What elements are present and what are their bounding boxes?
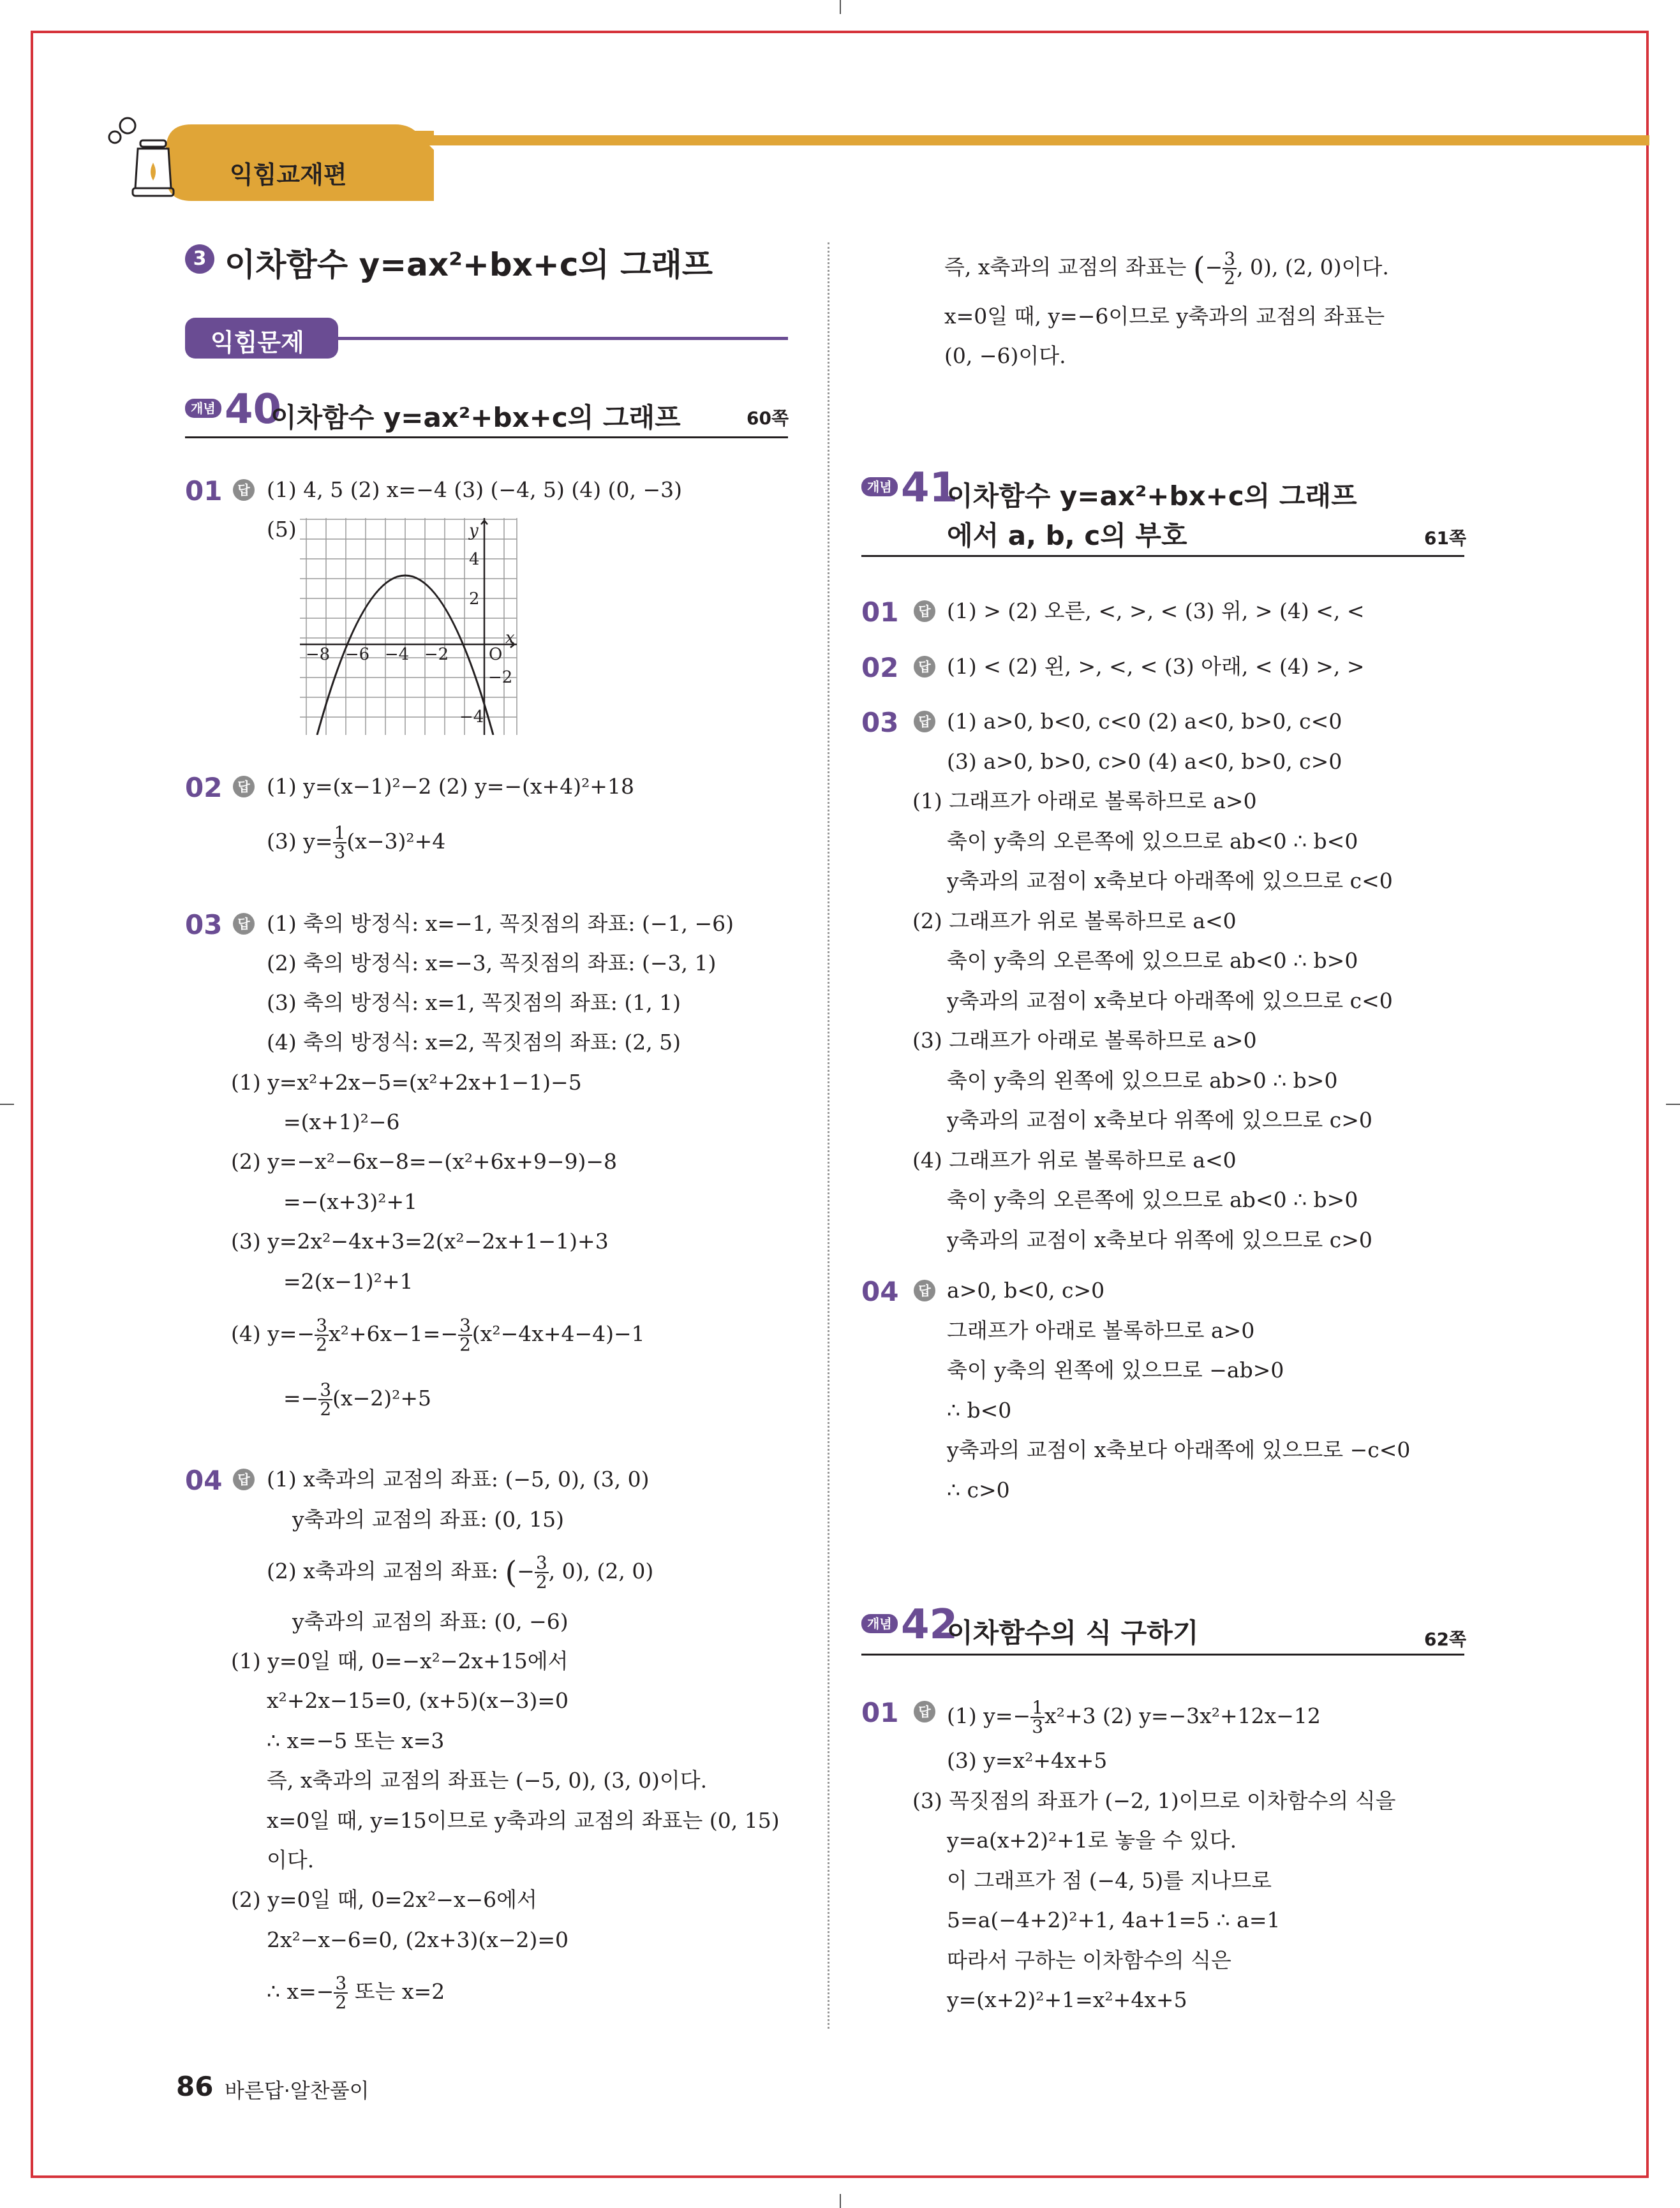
answer-icon: 답 bbox=[914, 711, 935, 732]
y-axis-label: y bbox=[469, 521, 479, 540]
answer-part: , 0) bbox=[548, 1559, 584, 1583]
concept-page-ref: 60쪽 bbox=[747, 408, 789, 429]
answer-text: (3) 축의 방정식: x=1, 꼭짓점의 좌표: (1, 1) bbox=[267, 990, 681, 1015]
answer-text: (1) < (2) 왼, >, <, < (3) 아래, < (4) >, > bbox=[947, 654, 1365, 679]
answer-icon: 답 bbox=[914, 1280, 935, 1301]
question-number: 03 bbox=[861, 707, 899, 738]
solution-line: (1) 그래프가 아래로 볼록하므로 a>0 bbox=[912, 789, 1257, 813]
concept-title: 에서 a, b, c의 부호 bbox=[947, 520, 1187, 551]
fraction: $\frac{3}{2}$ bbox=[316, 1315, 328, 1355]
answer-icon: 답 bbox=[233, 1469, 255, 1490]
origin-label: O bbox=[489, 645, 503, 664]
concept-title: 이차함수 y=ax²+bx+c의 그래프 bbox=[271, 402, 681, 433]
solution-line: 이다. bbox=[267, 1848, 315, 1872]
solution-line: 즉, x축과의 교점의 좌표는 (− $\frac{3}{2}$ , 0), (2, 0)이다. bbox=[944, 248, 1389, 288]
question-number: 03 bbox=[185, 909, 223, 940]
fraction: $\frac{3}{2}$ bbox=[335, 1973, 347, 2013]
fraction: $\frac{1}{3}$ bbox=[1032, 1697, 1044, 1737]
header-band-label: 익힘교재편 bbox=[230, 161, 347, 189]
question-number: 01 bbox=[861, 1697, 899, 1728]
graph-label: (5) bbox=[267, 517, 297, 542]
solution-line: x=0일 때, y=−6이므로 y축과의 교점의 좌표는 bbox=[944, 304, 1385, 329]
solution-line: (0, −6)이다. bbox=[944, 343, 1066, 368]
fraction: $\frac{1}{3}$ bbox=[334, 822, 346, 863]
section-number: 3 bbox=[193, 248, 207, 270]
concept-title: 이차함수의 식 구하기 bbox=[947, 1617, 1199, 1649]
answer-text: (1) 축의 방정식: x=−1, 꼭짓점의 좌표: (−1, −6) bbox=[267, 911, 734, 936]
question-number: 04 bbox=[185, 1465, 223, 1496]
fraction: $\frac{3}{2}$ bbox=[320, 1379, 332, 1419]
parabola-graph bbox=[300, 518, 522, 735]
answer-text: (1) y=(x−1)²−2 (2) y=−(x+4)²+18 bbox=[267, 774, 634, 799]
section-number-badge bbox=[185, 244, 214, 274]
answer-text: (3) y=x²+4x+5 bbox=[947, 1748, 1108, 1773]
fraction: $\frac{3}{2}$ bbox=[459, 1315, 471, 1355]
concept-number: 41 bbox=[901, 464, 958, 512]
solution-part: =− bbox=[283, 1386, 319, 1411]
answer-icon: 답 bbox=[914, 1701, 935, 1723]
answer-part: , (2, 0) bbox=[583, 1559, 654, 1583]
answer-text: (1) > (2) 오른, <, >, < (3) 위, > (4) <, < bbox=[947, 598, 1365, 623]
solution-line: =−(x+3)²+1 bbox=[283, 1189, 418, 1214]
solution-line: x=0일 때, y=15이므로 y축과의 교점의 좌표는 (0, 15) bbox=[267, 1808, 780, 1833]
solution-part: ∴ x=− bbox=[267, 1979, 334, 2004]
solution-line: y축과의 교점이 x축보다 위쪽에 있으므로 c>0 bbox=[947, 1108, 1372, 1132]
solution-line: 이 그래프가 점 (−4, 5)를 지나므로 bbox=[947, 1868, 1272, 1893]
lamp-icon bbox=[133, 140, 174, 196]
concept-page-ref: 61쪽 bbox=[1424, 528, 1467, 549]
question-number: 01 bbox=[185, 475, 223, 507]
solution-line: 그래프가 아래로 볼록하므로 a>0 bbox=[947, 1318, 1255, 1343]
header-band bbox=[408, 135, 1649, 145]
solution-line: y축과의 교점이 x축보다 아래쪽에 있으므로 c<0 bbox=[947, 988, 1393, 1013]
tick-x: −6 bbox=[345, 645, 370, 664]
solution-line: 2x²−x−6=0, (2x+3)(x−2)=0 bbox=[267, 1927, 569, 1952]
answer-text: a>0, b<0, c>0 bbox=[947, 1278, 1105, 1303]
question-number: 02 bbox=[861, 652, 899, 683]
tick-y: 2 bbox=[469, 589, 480, 609]
answer-text bbox=[267, 824, 445, 861]
answer-text: (1) 4, 5 (2) x=−4 (3) (−4, 5) (4) (0, −3) bbox=[267, 477, 683, 502]
solution-line: 축이 y축의 오른쪽에 있으므로 ab<0 ∴ b>0 bbox=[947, 1187, 1358, 1212]
crop-mark bbox=[0, 1104, 14, 1105]
tick-y: −2 bbox=[488, 668, 513, 687]
tick-y: 4 bbox=[469, 550, 480, 569]
question-number: 04 bbox=[861, 1276, 899, 1307]
answer-text: (2) 축의 방정식: x=−3, 꼭짓점의 좌표: (−3, 1) bbox=[267, 951, 717, 975]
answer-part: x²+3 (2) y=−3x²+12x−12 bbox=[1044, 1703, 1321, 1728]
answer-part: (1) y=− bbox=[947, 1703, 1031, 1728]
concept-badge: 개념 bbox=[861, 1614, 898, 1633]
solution-line: 따라서 구하는 이차함수의 식은 bbox=[947, 1948, 1231, 1973]
crop-mark bbox=[840, 2194, 841, 2208]
concept-underline bbox=[185, 436, 788, 438]
concept-badge: 개념 bbox=[185, 399, 221, 418]
solution-line: 축이 y축의 왼쪽에 있으므로 ab>0 ∴ b>0 bbox=[947, 1068, 1338, 1093]
tick-x: −8 bbox=[305, 645, 331, 664]
concept-number: 40 bbox=[225, 386, 282, 433]
concept-number: 42 bbox=[901, 1601, 958, 1649]
answer-text: y축과의 교점의 좌표: (0, 15) bbox=[292, 1507, 564, 1532]
solution-line bbox=[231, 1317, 645, 1354]
fraction: $\frac{3}{2}$ bbox=[535, 1552, 547, 1592]
question-number: 02 bbox=[185, 772, 223, 803]
solution-line: ∴ b<0 bbox=[947, 1398, 1012, 1423]
solution-line: 즉, x축과의 교점의 좌표는 (−5, 0), (3, 0)이다. bbox=[267, 1768, 708, 1793]
concept-badge: 개념 bbox=[861, 477, 898, 496]
solution-line: (2) y=0일 때, 0=2x²−x−6에서 bbox=[231, 1887, 537, 1912]
answer-text: (2) x축과의 교점의 좌표: (− $\frac{3}{2}$ , 0), (2, 0) bbox=[267, 1552, 654, 1592]
solution-part: (4) y=− bbox=[231, 1321, 315, 1346]
solution-line: (3) y=2x²−4x+3=2(x²−2x+1−1)+3 bbox=[231, 1229, 609, 1254]
answer-text-part: (3) y= bbox=[267, 829, 333, 854]
answer-text: y축과의 교점의 좌표: (0, −6) bbox=[292, 1609, 569, 1634]
concept-underline bbox=[861, 555, 1464, 557]
solution-line: 축이 y축의 오른쪽에 있으므로 ab<0 ∴ b<0 bbox=[947, 829, 1358, 854]
solution-line: (1) y=x²+2x−5=(x²+2x+1−1)−5 bbox=[231, 1070, 582, 1095]
solution-line: ∴ c>0 bbox=[947, 1478, 1010, 1502]
solution-part: 즉, x축과의 교점의 좌표는 bbox=[944, 255, 1187, 279]
solution-part: x²+6x−1=− bbox=[329, 1321, 459, 1346]
solution-line: y=a(x+2)²+1로 놓을 수 있다. bbox=[947, 1828, 1237, 1853]
fraction: $\frac{3}{2}$ bbox=[1224, 248, 1236, 288]
solution-line: y축과의 교점이 x축보다 아래쪽에 있으므로 −c<0 bbox=[947, 1437, 1411, 1462]
tick-x: −4 bbox=[384, 645, 410, 664]
answer-part: (2) x축과의 교점의 좌표: bbox=[267, 1559, 498, 1583]
subheader-label: 익힘문제 bbox=[211, 329, 304, 357]
page-number: 86 bbox=[176, 2071, 214, 2102]
solution-line: y=(x+2)²+1=x²+4x+5 bbox=[947, 1987, 1187, 2012]
concept-page-ref: 62쪽 bbox=[1424, 1629, 1467, 1650]
x-axis-label: x bbox=[505, 628, 515, 648]
solution-part: (x−2)²+5 bbox=[332, 1386, 432, 1411]
solution-line: 축이 y축의 오른쪽에 있으므로 ab<0 ∴ b>0 bbox=[947, 948, 1358, 973]
question-number: 01 bbox=[861, 596, 899, 628]
solution-line: (2) 그래프가 위로 볼록하므로 a<0 bbox=[912, 908, 1237, 933]
answer-text: (1) a>0, b<0, c<0 (2) a<0, b>0, c<0 bbox=[947, 709, 1342, 734]
solution-line: y축과의 교점이 x축보다 위쪽에 있으므로 c>0 bbox=[947, 1227, 1372, 1252]
column-divider bbox=[828, 242, 829, 2029]
tick-x: −2 bbox=[424, 645, 449, 664]
solution-part: 또는 x=2 bbox=[348, 1979, 445, 2004]
answer-text bbox=[947, 1699, 1321, 1736]
book-title: 바른답·알찬풀이 bbox=[225, 2078, 369, 2103]
solution-line: y축과의 교점이 x축보다 아래쪽에 있으므로 c<0 bbox=[947, 868, 1393, 893]
solution-line: (3) 그래프가 아래로 볼록하므로 a>0 bbox=[912, 1028, 1257, 1053]
solution-line bbox=[283, 1381, 431, 1418]
crop-mark bbox=[840, 0, 841, 14]
solution-line: (2) y=−x²−6x−8=−(x²+6x+9−9)−8 bbox=[231, 1149, 618, 1174]
solution-part: , 0) bbox=[1237, 255, 1272, 279]
solution-line: (4) 그래프가 위로 볼록하므로 a<0 bbox=[912, 1148, 1237, 1173]
concept-title: 이차함수 y=ax²+bx+c의 그래프 bbox=[947, 480, 1357, 512]
answer-icon: 답 bbox=[233, 479, 255, 501]
subheader-line bbox=[335, 337, 788, 340]
solution-line: 축이 y축의 왼쪽에 있으므로 −ab>0 bbox=[947, 1358, 1284, 1382]
solution-line: =(x+1)²−6 bbox=[283, 1109, 400, 1134]
solution-part: (x²−4x+4−4)−1 bbox=[472, 1321, 645, 1346]
solution-line: 5=a(−4+2)²+1, 4a+1=5 ∴ a=1 bbox=[947, 1908, 1281, 1932]
answer-text-part: (x−3)²+4 bbox=[346, 829, 446, 854]
solution-line: (3) 꼭짓점의 좌표가 (−2, 1)이므로 이차함수의 식을 bbox=[912, 1788, 1396, 1813]
tick-y: −4 bbox=[459, 708, 484, 727]
solution-line: (1) y=0일 때, 0=−x²−2x+15에서 bbox=[231, 1649, 569, 1673]
concept-underline bbox=[861, 1654, 1464, 1656]
section-title: 이차함수 y=ax²+bx+c의 그래프 bbox=[225, 246, 713, 283]
answer-icon: 답 bbox=[233, 776, 255, 797]
answer-text: (1) x축과의 교점의 좌표: (−5, 0), (3, 0) bbox=[267, 1467, 650, 1492]
solution-line bbox=[267, 1975, 445, 2012]
answer-text: (4) 축의 방정식: x=2, 꼭짓점의 좌표: (2, 5) bbox=[267, 1030, 681, 1055]
answer-icon: 답 bbox=[233, 913, 255, 935]
solution-line: x²+2x−15=0, (x+5)(x−3)=0 bbox=[267, 1688, 569, 1713]
solution-part: , (2, 0)이다. bbox=[1271, 255, 1389, 279]
solution-line: ∴ x=−5 또는 x=3 bbox=[267, 1728, 445, 1753]
answer-text: (3) a>0, b>0, c>0 (4) a<0, b>0, c>0 bbox=[947, 749, 1342, 774]
solution-line: =2(x−1)²+1 bbox=[283, 1269, 413, 1294]
answer-icon: 답 bbox=[914, 656, 935, 678]
answer-icon: 답 bbox=[914, 600, 935, 622]
crop-mark bbox=[1666, 1104, 1680, 1105]
